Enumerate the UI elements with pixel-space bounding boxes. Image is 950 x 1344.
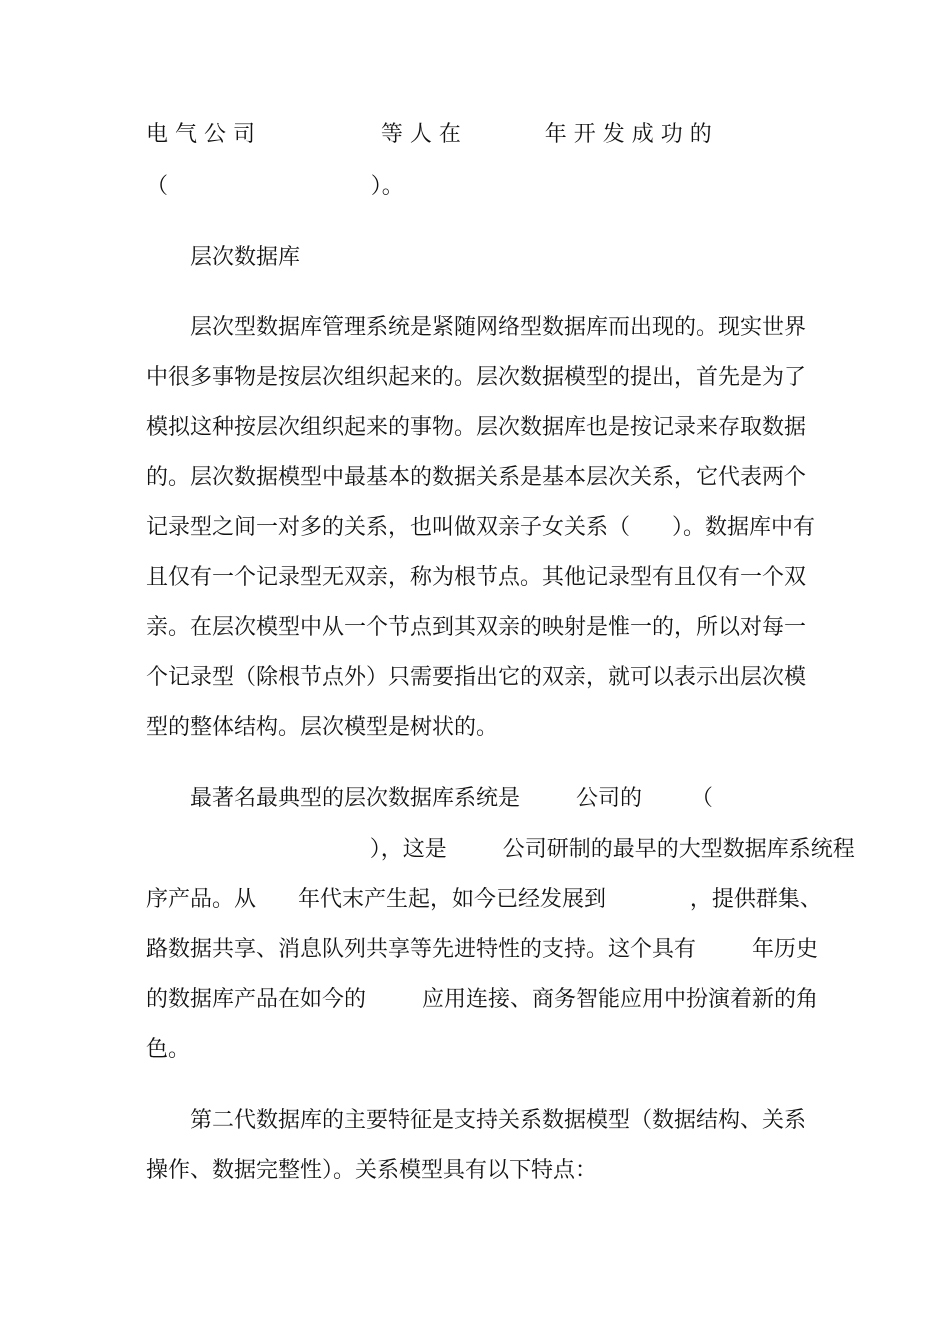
text-line: 电 气 公 司 等 人 在 年 开 发 成 功 的 [146,122,712,147]
paragraph-line: 个记录型（除根节点外）只需要指出它的双亲，就可以表示出层次模 [146,665,807,690]
paragraph-line: 操作、数据完整性）。关系模型具有以下特点： [146,1158,598,1183]
paragraph-line: 路数据共享、消息队列共享等先进特性的支持。这个具有 年历史 [146,937,818,962]
paragraph-line: 层次型数据库管理系统是紧随网络型数据库而出现的。现实世界 [190,315,807,340]
paragraph-line: 序产品。从 年代末产生起，如今已经发展到 ，提供群集、 [146,887,822,912]
paragraph-line: 模拟这种按层次组织起来的事物。层次数据库也是按记录来存取数据 [146,415,807,440]
paragraph-line: 的数据库产品在如今的 应用连接、商务智能应用中扮演着新的角 [146,987,818,1012]
paragraph-line: ），这是 公司研制的最早的大型数据库系统程 [146,837,855,862]
text-line: （ ）。 [146,174,404,199]
paragraph-line: 色。 [146,1037,191,1062]
paragraph-line: 第二代数据库的主要特征是支持关系数据模型（数据结构、关系 [190,1108,807,1133]
paragraph-line: 的。层次数据模型中最基本的数据关系是基本层次关系，它代表两个 [146,465,807,490]
section-heading: 层次数据库 [190,245,301,270]
paragraph-line: 型的整体结构。层次模型是树状的。 [146,715,499,740]
paragraph-line: 亲。在层次模型中从一个节点到其双亲的映射是惟一的，所以对每一 [146,615,807,640]
paragraph-line: 且仅有一个记录型无双亲，称为根节点。其他记录型有且仅有一个双 [146,565,807,590]
paragraph-line: 最著名最典型的层次数据库系统是 公司的 （ [190,786,713,811]
paragraph-line: 记录型之间一对多的关系，也叫做双亲子女关系（ ）。数据库中有 [146,515,815,540]
paragraph-line: 中很多事物是按层次组织起来的。层次数据模型的提出，首先是为了 [146,365,807,390]
